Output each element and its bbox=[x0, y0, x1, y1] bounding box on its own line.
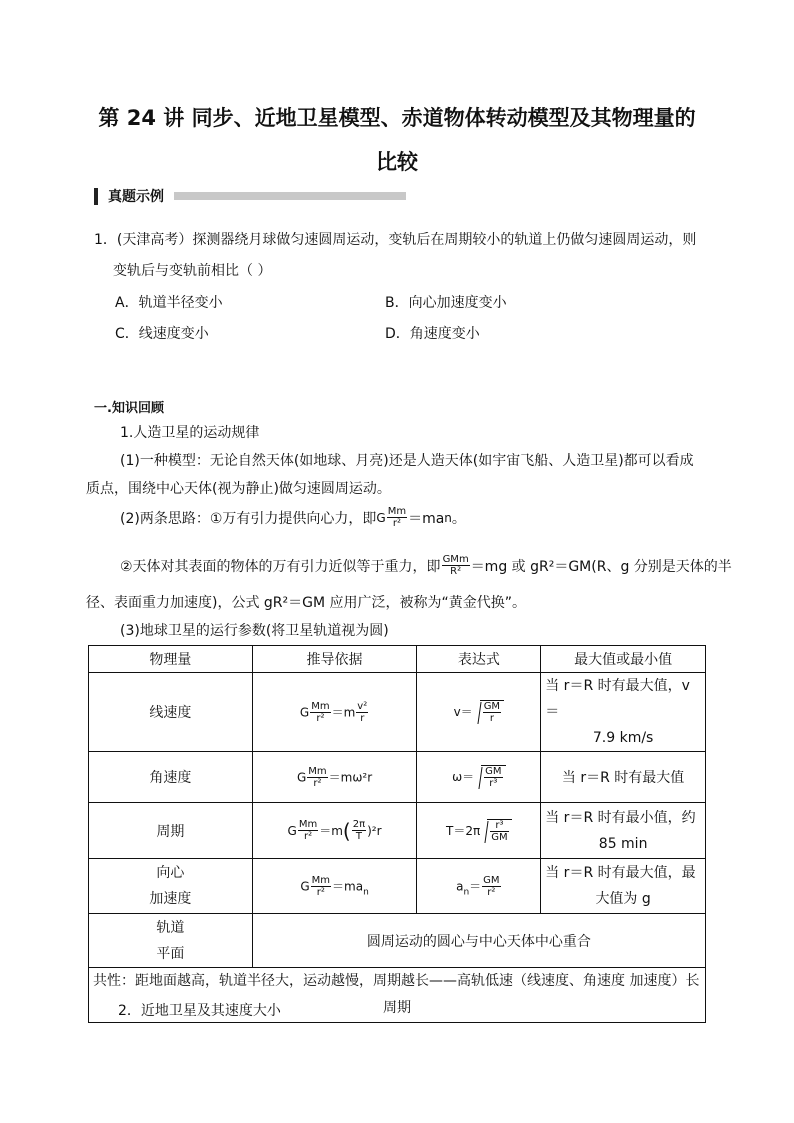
row-basis bbox=[252, 673, 417, 752]
frac-num: 2π bbox=[352, 819, 366, 830]
frac-den: r² bbox=[313, 777, 322, 789]
row-name: 线速度 bbox=[89, 673, 253, 752]
basis-eq: ＝m bbox=[319, 823, 343, 838]
table-row bbox=[89, 752, 706, 803]
basis-G: G bbox=[299, 705, 310, 719]
section-rule bbox=[174, 192, 406, 200]
basis-frac2 bbox=[352, 819, 366, 842]
review-p1-line1: (1)一种模型：无论自然天体(如地球、月亮)还是人造天体(如宇宙飞船、人造卫星)都可以看成 bbox=[120, 453, 694, 469]
frac-den: r bbox=[360, 712, 365, 724]
basis-frac bbox=[298, 819, 318, 842]
row-note bbox=[541, 673, 706, 752]
frac-num: v² bbox=[357, 700, 368, 712]
common-line1: 共性：距地面越高，轨道半径大，运动越慢，周期越长——高轨低速（线速度、角速度 加速度）长 bbox=[93, 973, 700, 989]
review-item1: 1.人造卫星的运动规律 bbox=[120, 425, 260, 441]
sqrt bbox=[480, 819, 511, 843]
frac-num: GM bbox=[483, 701, 501, 712]
frac-num: Mm bbox=[308, 765, 327, 777]
section-marker bbox=[94, 188, 98, 205]
frac-den: r³ bbox=[489, 778, 498, 789]
frac-den: T bbox=[355, 831, 362, 842]
item2: 2．近地卫星及其速度大小 bbox=[118, 1003, 281, 1019]
p3-num: GMm bbox=[442, 554, 469, 565]
header-quantity: 物理量 bbox=[89, 646, 253, 673]
frac-den: r bbox=[489, 713, 494, 724]
p2-end: 。 bbox=[451, 510, 466, 527]
question-line2: 变轨后与变轨前相比（ ） bbox=[113, 263, 272, 279]
frac-den: r² bbox=[316, 886, 325, 898]
frac-num: GM bbox=[485, 766, 502, 777]
basis-frac bbox=[311, 875, 331, 898]
review-p2 bbox=[120, 506, 466, 529]
header-expression: 表达式 bbox=[417, 646, 541, 673]
basis-frac bbox=[307, 766, 327, 789]
option-b: B．向心加速度变小 bbox=[385, 295, 507, 311]
frac-den: r² bbox=[316, 712, 325, 724]
name-line1: 轨道 bbox=[156, 919, 185, 936]
row-expression bbox=[417, 803, 541, 859]
header-basis: 推导依据 bbox=[252, 646, 417, 673]
frac-den: GM bbox=[491, 831, 508, 843]
row-expression bbox=[417, 752, 541, 803]
table-row bbox=[89, 859, 706, 914]
section-label: 真题示例 bbox=[108, 189, 164, 205]
note-line1: 当 r＝R 时有最大值，v＝ bbox=[545, 678, 690, 720]
option-a: A．轨道半径变小 bbox=[115, 295, 223, 311]
row-basis bbox=[252, 752, 417, 803]
expr-eq: ＝ bbox=[469, 879, 482, 893]
note-line2: 7.9 km/s bbox=[592, 730, 654, 746]
row-expression bbox=[417, 673, 541, 752]
page-title-line1: 第 24 讲 同步、近地卫星模型、赤道物体转动模型及其物理量的 bbox=[98, 106, 696, 130]
page-title-line2: 比较 bbox=[376, 150, 418, 174]
basis-G: G bbox=[296, 770, 307, 784]
name-line1: 向心 bbox=[156, 865, 185, 881]
table-row bbox=[89, 803, 706, 859]
row-name: 周期 bbox=[89, 803, 253, 859]
expr-lhs: ω＝ bbox=[452, 770, 475, 784]
row-basis bbox=[252, 859, 417, 914]
basis-frac bbox=[310, 701, 330, 724]
frac-num: r³ bbox=[490, 820, 508, 832]
row-basis: G $\frac{Mm}{\text{r²}}$ ＝m( $\frac{2\pi}{T}$ )²r bbox=[252, 803, 417, 859]
basis-G: G bbox=[287, 823, 297, 838]
row-expression bbox=[417, 859, 541, 914]
frac-den: r² bbox=[303, 831, 313, 842]
p2-text: (2)两条思路：①万有引力提供向心力，即 bbox=[120, 510, 377, 527]
frac-num: Mm bbox=[298, 819, 318, 830]
basis-eq: ＝ma bbox=[332, 879, 364, 893]
expr-lhs: v＝ bbox=[453, 705, 473, 719]
expr-lhs: a bbox=[456, 879, 464, 893]
note-line2: 大值为 g bbox=[595, 891, 651, 907]
table-row bbox=[89, 673, 706, 752]
basis-eq: ＝m bbox=[331, 705, 356, 719]
p2-num: Mm bbox=[387, 506, 407, 517]
basis-G: G bbox=[300, 879, 310, 893]
expr-frac bbox=[482, 875, 500, 898]
header-extreme: 最大值或最小值 bbox=[541, 646, 706, 673]
option-d: D．角速度变小 bbox=[385, 326, 480, 342]
review-p3-line2: 径、表面重力加速度)，公式 gR²＝GM 应用广泛，被称为“黄金代换”。 bbox=[86, 595, 527, 611]
review-p3 bbox=[120, 554, 732, 577]
sqrt bbox=[474, 765, 505, 789]
name-line2: 加速度 bbox=[149, 891, 192, 907]
note-line1: 当 r＝R 时有最小值，约 bbox=[545, 809, 696, 826]
review-heading: 一.知识回顾 bbox=[94, 401, 164, 416]
name-line2: 平面 bbox=[156, 945, 185, 962]
sqrt bbox=[473, 700, 504, 724]
note-line2: 85 min bbox=[598, 835, 648, 852]
basis-eq: ＝mω²r bbox=[328, 770, 373, 784]
expr-lhs: T＝2π bbox=[446, 823, 481, 838]
p3-text: ②天体对其表面的物体的万有引力近似等于重力，即 bbox=[120, 558, 441, 575]
satellite-params-table bbox=[88, 645, 706, 1023]
p2-suffix: ＝ma bbox=[408, 510, 445, 527]
frac-den: r² bbox=[487, 886, 496, 898]
p3-mid: ＝mg 或 gR²＝GM(R、g 分别是天体的半 bbox=[470, 558, 732, 575]
common-line2: 周期 bbox=[383, 1000, 411, 1016]
basis-frac2 bbox=[356, 701, 368, 724]
option-c: C．线速度变小 bbox=[115, 326, 209, 342]
p2-G: G bbox=[376, 510, 386, 525]
row-name bbox=[89, 914, 253, 968]
review-p1-line2: 质点，围绕中心天体(视为静止)做匀速圆周运动。 bbox=[86, 481, 391, 497]
note-line1: 当 r＝R 时有最大值，最 bbox=[545, 865, 696, 881]
expr-sub: n bbox=[463, 886, 470, 897]
frac-num: GM bbox=[483, 874, 500, 886]
basis-tail: )²r bbox=[367, 823, 382, 838]
p3-fraction bbox=[442, 554, 470, 577]
table-row bbox=[89, 914, 706, 968]
p2-sub: n bbox=[444, 510, 452, 525]
row-name: 角速度 bbox=[89, 752, 253, 803]
p3-den: R² bbox=[450, 566, 462, 577]
review-p4: (3)地球卫星的运行参数(将卫星轨道视为圆) bbox=[120, 623, 389, 639]
basis-sub: n bbox=[363, 886, 369, 897]
frac-num: Mm bbox=[311, 700, 330, 712]
merged-cell: 圆周运动的圆心与中心天体中心重合 bbox=[252, 914, 705, 968]
question-line1: 1．(天津高考）探测器绕月球做匀速圆周运动，变轨后在周期较小的轨道上仍做匀速圆周运动，则 bbox=[94, 232, 697, 248]
p2-den: r² bbox=[392, 518, 401, 529]
row-name bbox=[89, 859, 253, 914]
row-note bbox=[541, 803, 706, 859]
section-header bbox=[94, 186, 406, 206]
p2-fraction bbox=[387, 506, 407, 529]
frac-num: Mm bbox=[311, 874, 331, 886]
row-note bbox=[541, 859, 706, 914]
row-note: 当 r＝R 时有最大值 bbox=[541, 752, 706, 803]
